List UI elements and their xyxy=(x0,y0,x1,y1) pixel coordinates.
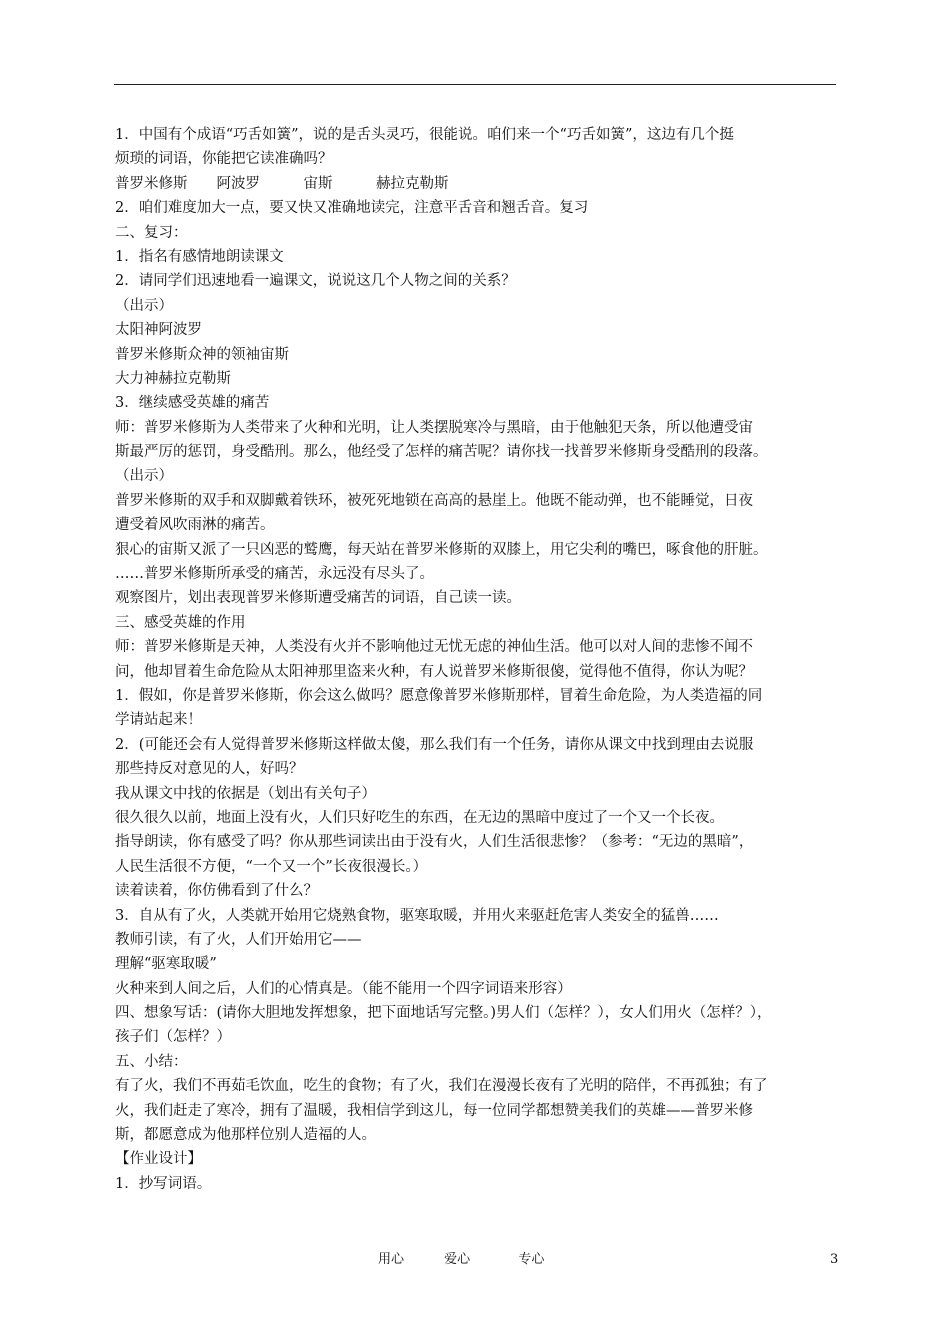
text-line: 大力神赫拉克勒斯 xyxy=(115,370,231,387)
section-heading: 二、复习： xyxy=(115,224,188,241)
text-line: 1．指名有感情地朗读课文 xyxy=(115,248,284,265)
text-line: 人民生活很不方便，“一个又一个”长夜很漫长。） xyxy=(115,858,428,875)
text-line: 2．咱们难度加大一点，要又快又准确地读完，注意平舌音和翘舌音。复习 xyxy=(115,200,589,217)
text-line: 1．中国有个成语“巧舌如簧”，说的是舌头灵巧，很能说。咱们来一个“巧舌如簧”，这边有几个挺 xyxy=(115,127,734,143)
text-line: 师：普罗米修斯是天神，人类没有火并不影响他过无忧无虑的神仙生活。他可以对人间的悲惨不闻不 xyxy=(115,639,753,656)
text-line: 3．自从有了火，人类就开始用它烧熟食物，驱寒取暖，并用火来驱赶危害人类安全的猛兽…… xyxy=(115,907,719,924)
section-heading: 【作业设计】 xyxy=(115,1151,202,1168)
page-footer xyxy=(0,1250,950,1270)
section-heading: 三、感受英雄的作用 xyxy=(115,614,246,631)
text-line: 2．(可能还会有人觉得普罗米修斯这样做太傻，那么我们有一个任务，请你从课文中找到理由去说服 xyxy=(115,736,754,753)
header-rule xyxy=(114,84,836,85)
text-line: 狠心的宙斯又派了一只凶恶的鹫鹰，每天站在普罗米修斯的双膝上，用它尖利的嘴巴，啄食他的肝脏。 xyxy=(115,541,768,558)
text-line: 师：普罗米修斯为人类带来了火种和光明，让人类摆脱寒冷与黑暗，由于他触犯天条，所以他遭受宙 xyxy=(115,419,753,436)
page-number: 3 xyxy=(830,1252,839,1267)
text-line: ……普罗米修斯所承受的痛苦，永远没有尽头了。 xyxy=(115,566,434,583)
text-line: 火，我们赶走了寒冷，拥有了温暖，我相信学到这儿，每一位同学都想赞美我们的英雄——普罗米修 xyxy=(115,1102,753,1119)
text-line: （出示） xyxy=(115,468,173,485)
text-line: 我从课文中找的依据是（划出有关句子） xyxy=(115,785,376,802)
footer-slogan: 爱心 xyxy=(444,1252,471,1267)
document-body xyxy=(115,123,840,1196)
text-line: 2．请同学们迅速地看一遍课文，说说这几个人物之间的关系？ xyxy=(115,273,516,290)
text-line: 普罗米修斯众神的领袖宙斯 xyxy=(115,346,289,363)
text-line: 观察图片，划出表现普罗米修斯遭受痛苦的词语，自己读一读。 xyxy=(115,590,521,607)
text-line: 斯最严厉的惩罚，身受酷刑。那么，他经受了怎样的痛苦呢？请你找一找普罗米修斯身受酷刑的段落。 xyxy=(115,444,768,461)
text-line: 学请站起来！ xyxy=(115,712,202,729)
text-line: 读着读着，你仿佛看到了什么？ xyxy=(115,883,318,900)
text-line: 烦琐的词语，你能把它读准确吗？ xyxy=(115,151,333,168)
footer-slogan: 专心 xyxy=(518,1252,545,1267)
text-line: 火种来到人间之后，人们的心情真是。（能不能用一个四字词语来形容） xyxy=(115,980,572,997)
section-heading: 五、小结： xyxy=(115,1053,188,1070)
footer-slogans xyxy=(378,1250,544,1270)
text-line: 那些持反对意见的人，好吗？ xyxy=(115,761,304,778)
section-heading: 四、想象写话：(请你大胆地发挥想象，把下面地话写完整。)男人们（怎样？），女人们用火（怎样？）， xyxy=(115,1005,772,1022)
text-line: 很久很久以前，地面上没有火，人们只好吃生的东西，在无边的黑暗中度过了一个又一个长夜。 xyxy=(115,809,724,826)
text-line: 指导朗读，你有感受了吗？你从那些词读出由于没有火，人们生活很悲惨？（参考：“无边的黑暗”， xyxy=(115,834,754,851)
text-line: 教师引读，有了火，人们开始用它—— xyxy=(115,931,362,948)
text-line: 遭受着风吹雨淋的痛苦。 xyxy=(115,517,275,534)
text-line: 太阳神阿波罗 xyxy=(115,322,202,339)
text-line: 普罗米修斯的双手和双脚戴着铁环，被死死地锁在高高的悬崖上。他既不能动弹，也不能睡觉，日夜 xyxy=(115,492,753,509)
text-line: 斯，都愿意成为他那样位别人造福的人。 xyxy=(115,1127,376,1144)
text-line: （出示） xyxy=(115,297,173,314)
text-line: 理解“驱寒取暖” xyxy=(115,956,217,973)
text-line: 1．假如，你是普罗米修斯，你会这么做吗？愿意像普罗米修斯那样，冒着生命危险，为人类造福的同 xyxy=(115,687,763,704)
footer-slogan: 用心 xyxy=(378,1252,405,1267)
text-line: 1．抄写词语。 xyxy=(115,1175,212,1192)
text-line: 孩子们（怎样？） xyxy=(115,1029,231,1046)
text-line: 问，他却冒着生命危险从太阳神那里盗来火种，有人说普罗米修斯很傻，觉得他不值得，你认为呢？ xyxy=(115,663,753,680)
text-line: 有了火，我们不再茹毛饮血，吃生的食物；有了火，我们在漫漫长夜有了光明的陪伴，不再孤独；有了 xyxy=(115,1078,768,1095)
text-line: 3．继续感受英雄的痛苦 xyxy=(115,395,270,412)
text-line: 普罗米修斯 阿波罗 宙斯 赫拉克勒斯 xyxy=(115,175,449,192)
